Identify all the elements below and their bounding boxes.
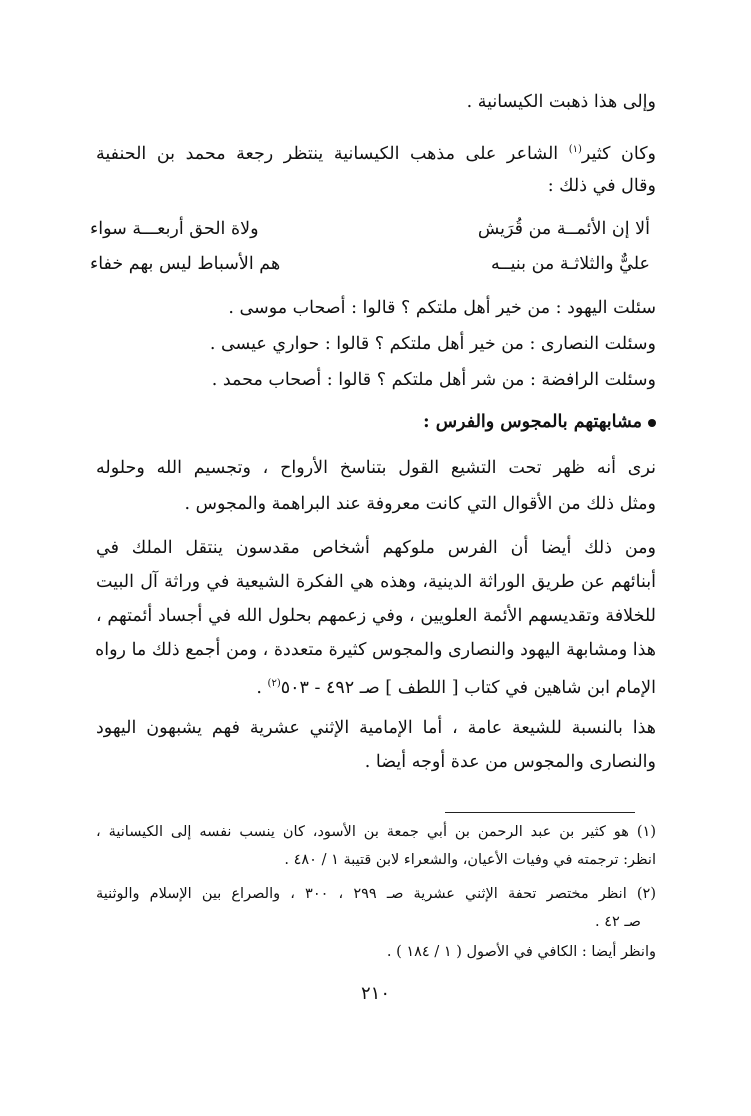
text-line [96, 668, 656, 704]
footnote-ref-1: (١) [568, 144, 582, 155]
footnote-line: (٢) انظر مختصر تحفة الإثني عشرية صـ ٢٩٩ ، ٣٠٠ ، والصراع بين الإسلام والوثنية [96, 886, 656, 902]
page-number: ٢١٠ [360, 983, 390, 1004]
poem-hemistich: عليٌّ والثلاثـة من بنيــه [490, 254, 650, 274]
text-line: وسئلت الرافضة : من شر أهل ملتكم ؟ قالوا : أصحاب محمد . [211, 370, 656, 390]
text-span: وكان كثير [581, 143, 657, 164]
poem-verse-2 [90, 249, 650, 279]
text-line [96, 134, 656, 170]
bullet-icon [648, 419, 656, 427]
text-line: والنصارى والمجوس من عدة أوجه أيضا . [364, 752, 656, 772]
text-line: وقال في ذلك : [547, 176, 656, 196]
poem-hemistich: ألا إن الأئمــة من قُرَيش [477, 219, 650, 239]
text-span: الشاعر على مذهب الكيسانية ينتظر رجعة محمد بن الحنفية [96, 143, 569, 164]
poem-verse-1 [90, 214, 650, 244]
text-line: هذا بالنسبة للشيعة عامة ، أما الإمامية الإثني عشرية فهم يشبهون اليهود [96, 718, 656, 738]
footnote-line: (١) هو كثير بن عبد الرحمن بن أبي جمعة بن الأسود، كان ينسب نفسه إلى الكيسانية ، [96, 824, 656, 840]
text-line: هذا ومشابهة اليهود والنصارى والمجوس كثيرة متعددة ، ومن أجمع ذلك ما رواه [95, 640, 656, 660]
text-span: . [256, 677, 268, 698]
footnote-line: صـ ٤٢ . [595, 914, 641, 930]
heading-text: مشابهتهم بالمجوس والفرس : [423, 412, 642, 432]
section-heading [96, 406, 656, 438]
footnote-divider [445, 812, 635, 813]
text-line: ومثل ذلك من الأقوال التي كانت معروفة عند البراهمة والمجوس . [184, 494, 656, 514]
text-line: ومن ذلك أيضا أن الفرس ملوكهم أشخاص مقدسون ينتقل الملك في [96, 538, 656, 558]
text-span: الإمام ابن شاهين في كتاب [ اللطف ] صـ ٤٩٢ - ٥٠٣ [280, 677, 656, 698]
text-line: أبنائهم عن طريق الوراثة الدينية، وهذه هي الفكرة الشيعية في وراثة آل البيت [96, 572, 656, 592]
text-line: سئلت اليهود : من خير أهل ملتكم ؟ قالوا : أصحاب موسى . [228, 298, 656, 318]
poem-hemistich: هم الأسباط ليس بهم خفاء [90, 254, 281, 274]
footnote-ref-2: (٢) [267, 678, 281, 689]
text-line: وسئلت النصارى : من خير أهل ملتكم ؟ قالوا : حواري عيسى . [209, 334, 656, 354]
footnote-line: وانظر أيضا : الكافي في الأصول ( ١ / ١٨٤ ) . [386, 944, 656, 960]
text-line: وإلى هذا ذهبت الكيسانية . [466, 92, 656, 112]
text-line: للخلافة وتقديسهم الأئمة العلويين ، وفي زعمهم بحلول الله في أجساد أئمتهم ، [96, 606, 656, 626]
footnote-line: انظر: ترجمته في وفيات الأعيان، والشعراء لابن قتيبة ١ / ٤٨٠ . [284, 852, 656, 868]
text-line: نرى أنه ظهر تحت التشيع القول بتناسخ الأرواح ، وتجسيم الله وحلوله [96, 458, 656, 478]
poem-hemistich: ولاة الحق أربعـــة سواء [90, 219, 259, 239]
